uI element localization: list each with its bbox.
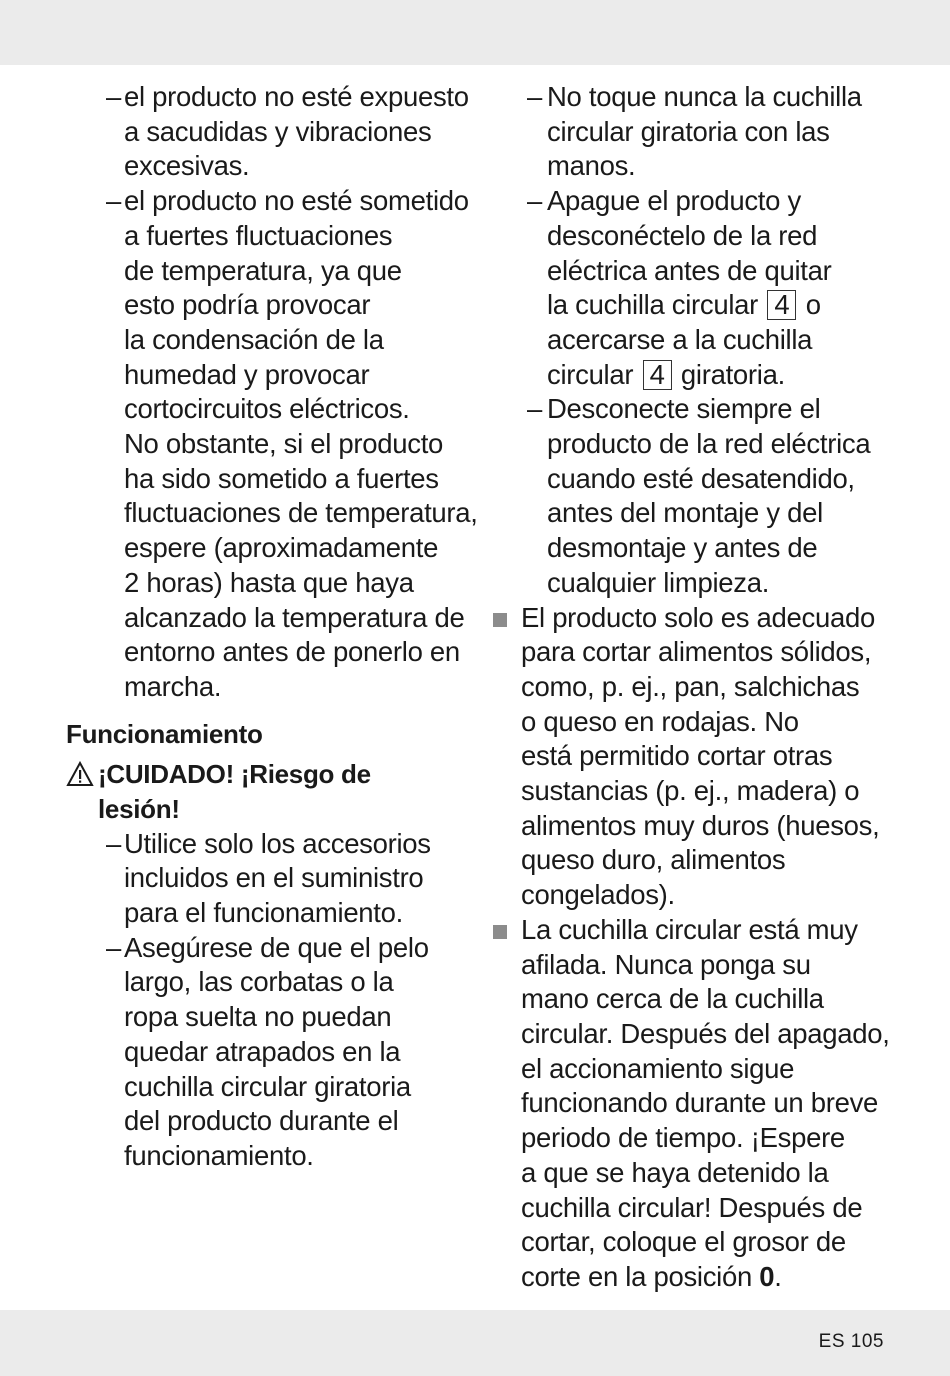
text-line: 2 horas) hasta que haya <box>124 566 414 598</box>
list-item <box>66 80 469 184</box>
text-line: desmontaje y antes de <box>547 532 818 564</box>
page-number: ES 105 <box>818 1331 884 1352</box>
text-line: antes del montaje y del <box>547 497 823 529</box>
text-fragment: o <box>805 289 821 321</box>
square-bullet-icon <box>493 925 507 939</box>
text-line: esto podría provocar <box>124 289 371 321</box>
text-line: fluctuaciones de temperatura, <box>124 497 478 529</box>
list-item <box>66 931 466 1174</box>
text-line: Utilice solo los accesorios <box>124 827 431 859</box>
list-item <box>66 827 466 931</box>
text-line: mano cerca de la cuchilla <box>521 983 824 1015</box>
text-line: No obstante, si el producto <box>124 428 444 460</box>
dash-marker: – <box>106 185 121 217</box>
text-line: la condensación de la <box>124 323 384 355</box>
text-line: está permitido cortar otras <box>521 740 833 772</box>
text-line: cualquier limpieza. <box>547 566 770 598</box>
text-line: excesivas. <box>124 150 250 182</box>
text-line <box>521 1260 883 1295</box>
dash-marker: – <box>527 185 542 217</box>
text-line: incluidos en el suministro <box>124 862 424 894</box>
text-fragment: corte en la posición <box>521 1260 752 1292</box>
text-line: congelados). <box>521 879 675 911</box>
text-line: Apague el producto y <box>547 185 801 217</box>
bullet-item <box>493 601 883 913</box>
text-line: a que se haya detenido la <box>521 1156 829 1188</box>
text-line: como, p. ej., pan, salchichas <box>521 670 860 702</box>
text-line: circular giratoria con las <box>547 115 830 147</box>
text-line: a fuertes fluctuaciones <box>124 219 393 251</box>
right-column <box>493 80 890 1295</box>
list-item <box>493 80 883 184</box>
list-item <box>493 392 883 600</box>
text-line <box>547 288 883 323</box>
part-number-box: 4 <box>767 290 796 320</box>
text-line: el producto no esté expuesto <box>124 81 469 112</box>
text-line: cortar, coloque el grosor de <box>521 1226 846 1258</box>
text-line: el accionamiento sigue <box>521 1052 795 1084</box>
text-line: para cortar alimentos sólidos, <box>521 636 872 668</box>
warning-title: lesión! <box>98 793 180 824</box>
text-fragment: . <box>774 1260 782 1292</box>
dash-marker: – <box>106 827 121 859</box>
text-line: circular. Después del apagado, <box>521 1017 890 1049</box>
text-line: entorno antes de ponerlo en <box>124 636 460 668</box>
text-line: acercarse a la cuchilla <box>547 323 813 355</box>
text-line: cortocircuitos eléctricos. <box>124 393 410 425</box>
text-line: eléctrica antes de quitar <box>547 254 832 286</box>
dash-marker: – <box>527 393 542 425</box>
text-line: cuchilla circular giratoria <box>124 1070 411 1102</box>
list-item <box>493 184 883 392</box>
text-line: marcha. <box>124 670 222 702</box>
text-fragment: la cuchilla circular <box>547 289 759 321</box>
text-line: manos. <box>547 150 636 182</box>
text-line: para el funcionamiento. <box>124 897 403 929</box>
text-line: humedad y provocar <box>124 358 370 390</box>
header-band <box>0 0 950 65</box>
text-fragment: giratoria. <box>680 358 785 390</box>
text-line: quedar atrapados en la <box>124 1035 401 1067</box>
text-line: alimentos muy duros (huesos, <box>521 809 880 841</box>
text-line: funcionando durante un breve <box>521 1087 879 1119</box>
text-line: desconéctelo de la red <box>547 219 818 251</box>
text-line: cuchilla circular! Después de <box>521 1191 863 1223</box>
square-bullet-icon <box>493 613 507 627</box>
text-line: afilada. Nunca ponga su <box>521 948 811 980</box>
text-line: espere (aproximadamente <box>124 532 439 564</box>
text-line: No toque nunca la cuchilla <box>547 81 862 112</box>
text-line: cuando esté desatendido, <box>547 462 855 494</box>
text-line: sustancias (p. ej., madera) o <box>521 775 860 807</box>
text-line: alcanzado la temperatura de <box>124 601 465 633</box>
text-line: de temperatura, ya que <box>124 254 402 286</box>
bullet-item <box>493 913 890 1295</box>
warning-block <box>66 757 466 827</box>
part-number-box: 4 <box>643 360 672 390</box>
dash-marker: – <box>106 931 121 963</box>
text-line: el producto no esté sometido <box>124 185 469 217</box>
warning-triangle-icon <box>66 761 94 787</box>
text-line: Desconecte siempre el <box>547 393 821 425</box>
position-zero: 0 <box>759 1260 775 1292</box>
dash-marker: – <box>527 81 542 112</box>
section-heading: Funcionamiento <box>66 718 263 749</box>
text-fragment: circular <box>547 358 634 390</box>
text-line: queso duro, alimentos <box>521 844 786 876</box>
text-line: El producto solo es adecuado <box>521 601 875 633</box>
text-line: o queso en rodajas. No <box>521 705 799 737</box>
text-line: funcionamiento. <box>124 1139 314 1171</box>
text-line: ropa suelta no puedan <box>124 1001 392 1033</box>
warning-title: ¡CUIDADO! ¡Riesgo de <box>98 758 371 789</box>
text-line <box>547 358 883 393</box>
text-line: a sacudidas y vibraciones <box>124 115 432 147</box>
footer-band <box>0 1310 950 1376</box>
dash-marker: – <box>106 81 121 112</box>
text-line: producto de la red eléctrica <box>547 428 871 460</box>
text-line: Asegúrese de que el pelo <box>124 931 429 963</box>
text-line: ha sido sometido a fuertes <box>124 462 439 494</box>
list-item <box>66 184 478 705</box>
text-line: periodo de tiempo. ¡Espere <box>521 1122 845 1154</box>
text-line: del producto durante el <box>124 1105 399 1137</box>
text-line: La cuchilla circular está muy <box>521 913 858 945</box>
left-column <box>66 80 478 1174</box>
text-line: largo, las corbatas o la <box>124 966 394 998</box>
